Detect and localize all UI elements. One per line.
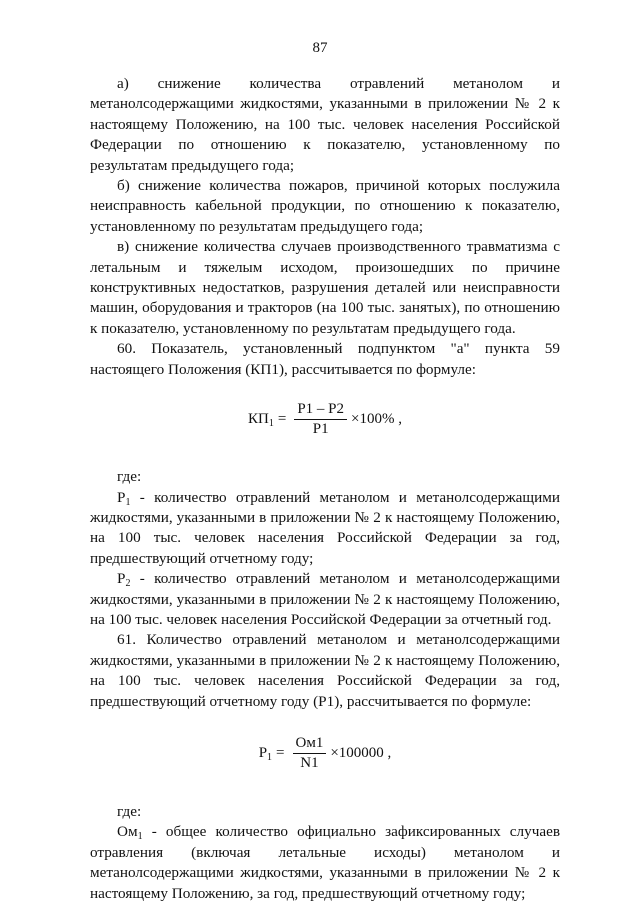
formula-kp1-denominator: Р1 (312, 421, 329, 438)
formula-p1-numerator: Ом1 (293, 734, 327, 754)
definition-p2: $Р_2$ - количество отравлений метанолом и метанолсодержащими жидкостями, указанными в приложении № 2 к настоящему Положению, на 100 тыс. человек населения Российской Федерации за отчетный год. (90, 570, 560, 628)
paragraph-61: 61. Количество отравлений метанолом и метанолсодержащими жидкостями, указанными в приложении № 2 к настоящему Положению, на 100 тыс. человек населения Российской Федерации за год, предшествующий отчетному году (Р1), рассчитывается по формуле: (90, 631, 560, 710)
formula-p1-denominator: N1 (300, 754, 319, 771)
formula-kp1-lhs: $КП_1$ (248, 411, 274, 430)
formula-kp1-fraction (294, 400, 347, 439)
paragraph-a: а) снижение количества отравлений метанолом и метанолсодержащими жидкостями, указанными в приложении № 2 к настоящему Положению, на 100 тыс. человек населения Российской Федерации по отношению к показателю, установленному по результатам предыдущего года; (90, 75, 560, 174)
formula-p1-lhs: $Р_1$ (258, 745, 273, 764)
formula-p1-equals: = (276, 745, 285, 762)
definition-om1: $Ом_1$ - общее количество официально зафиксированных случаев отравления (включая летальные исходы) метанолом и метанолсодержащими жидкостями, указанными в приложении № 2 к настоящему Положению, за год, предшествующий отчетному году; (90, 823, 560, 902)
document-body (90, 74, 560, 904)
formula-kp1-rhs: ×100% , (351, 411, 402, 428)
paragraph-v: в) снижение количества случаев производственного травматизма с летальным и тяжелым исходом, произошедших по причине конструктивных недостатков, разрушения деталей или неисправности машин, оборудования и тракторов (на 100 тыс. занятых), по отношению к показателю, установленному по результатам предыдущего года. (90, 238, 560, 337)
where-label-1: где: (117, 468, 142, 486)
paragraph-b: б) снижение количества пожаров, причиной которых послужила неисправность кабельной продукции, по отношению к показателю, установленному по результатам предыдущего года; (90, 177, 560, 235)
symbol-p2: $Р_2$ (117, 570, 131, 590)
paragraph-60: 60. Показатель, установленный подпунктом "а" пункта 59 настоящего Положения (КП1), рассчитывается по формуле: (90, 340, 560, 378)
formula-kp1-numerator: Р1 – Р2 (294, 400, 347, 420)
formula-p1 (90, 734, 560, 773)
where-label-2: где: (117, 802, 142, 820)
symbol-p1: $Р_1$ (117, 488, 131, 508)
formula-p1-rhs: ×100000 , (330, 745, 392, 762)
formula-kp1 (90, 400, 560, 439)
symbol-om1: $Ом_1$ (117, 823, 143, 843)
definition-p1: $Р_1$ - количество отравлений метанолом и метанолсодержащими жидкостями, указанными в приложении № 2 к настоящему Положению, на 100 тыс. человек населения Российской Федерации за год, предшествующий отчетному году; (90, 488, 560, 567)
formula-kp1-equals: = (277, 411, 287, 428)
formula-p1-fraction (293, 734, 327, 773)
page-number: 87 (312, 40, 328, 56)
